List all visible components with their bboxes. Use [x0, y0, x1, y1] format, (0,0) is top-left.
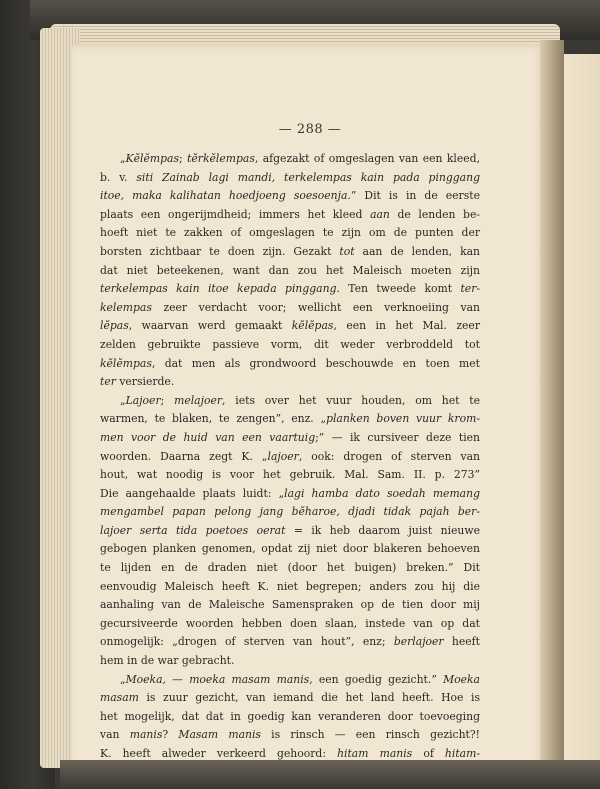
- book-gutter: [540, 40, 564, 770]
- text-segment: versierde.: [115, 375, 175, 389]
- text-line: [100, 169, 480, 188]
- text-segment: ;: [179, 152, 188, 165]
- italic-text: terkelempas kain itoe kepada pinggang.: [100, 282, 340, 296]
- text-segment: „: [120, 152, 126, 165]
- text-segment: b. v.: [100, 170, 137, 184]
- italic-text: men voor de huid van een vaartuig: [100, 430, 316, 444]
- text-segment: Ten tweede komt: [339, 282, 461, 296]
- text-line: [100, 410, 480, 429]
- italic-text: ter-: [460, 282, 481, 296]
- text-segment: hoeft niet te zakken of omgeslagen te zijn om de punten der: [100, 226, 480, 240]
- italic-text: Kĕlĕmpas: [125, 152, 180, 165]
- text-line: [100, 615, 480, 634]
- text-segment: eenvoudig Maleisch heeft K. niet begrepen; anders zou hij die: [100, 579, 480, 593]
- italic-text: ter: [100, 375, 116, 389]
- text-line: [100, 392, 480, 411]
- italic-text: masam: [100, 691, 139, 705]
- text-line: [100, 633, 480, 652]
- italic-text: Moeka: [443, 672, 480, 686]
- bottom-shadow: [60, 760, 600, 789]
- text-line: [100, 373, 480, 392]
- text-line: [100, 671, 480, 690]
- italic-text: tĕrkĕlempas: [187, 152, 255, 165]
- text-segment: , iets over het vuur houden, om het te: [222, 393, 480, 407]
- text-line: [100, 596, 480, 615]
- text-segment: Die aangehaalde plaats luidt: „: [100, 486, 285, 500]
- text-segment: , een in het Mal. zeer: [333, 319, 480, 333]
- italic-text: aan: [370, 207, 390, 221]
- text-line: [100, 355, 480, 374]
- italic-text: hitam manis: [337, 747, 413, 760]
- text-line: [100, 429, 480, 448]
- text-segment: zeer verdacht voor; wellicht een verknoeiing van: [151, 300, 480, 314]
- italic-text: Moeka: [125, 672, 163, 686]
- text-segment: warmen, te blaken, te zengen”, enz. „: [100, 412, 327, 426]
- text-line: [100, 708, 480, 727]
- text-segment: heeft: [443, 635, 480, 649]
- text-segment: plaats een ongerijmdheid; immers het kleed: [100, 207, 371, 221]
- text-segment: K. heeft alweder verkeerd gehoord:: [100, 747, 338, 760]
- italic-text: manis: [129, 728, 163, 742]
- text-line: [100, 652, 480, 671]
- text-segment: hem in de war gebracht.: [100, 654, 235, 668]
- text-line: [100, 448, 480, 467]
- text-segment: , dat men als grondwoord beschouwde en toen met: [151, 356, 480, 370]
- text-segment: borsten zichtbaar te doen zijn. Gezakt: [100, 244, 340, 258]
- text-segment: zelden gebruikte passieve vorm, dit weder verbroddeld tot: [100, 337, 480, 351]
- italic-text: planken boven vuur krom-: [326, 412, 480, 426]
- text-line: [100, 578, 480, 597]
- italic-text: itoe, maka kalihatan hoedjoeng soesoenja.: [100, 189, 351, 203]
- text-segment: ;: [160, 393, 175, 407]
- text-segment: hout, wat noodig is voor het gebruik. Mal. Sam. II. p. 273”: [100, 468, 480, 482]
- text-line: [100, 745, 480, 764]
- text-line: [100, 224, 480, 243]
- italic-text: lajoer serta tida poetoes oerat: [100, 523, 286, 537]
- text-line: [100, 540, 480, 559]
- italic-text: kĕlĕpas: [291, 319, 334, 333]
- page-body-text: [100, 150, 480, 764]
- italic-text: Lajoer: [125, 393, 161, 407]
- text-line: [100, 262, 480, 281]
- text-line: [100, 485, 480, 504]
- text-segment: , afgezakt of omgeslagen van een kleed,: [254, 152, 481, 165]
- text-segment: ;” — ik cursiveer deze tien: [315, 430, 480, 444]
- italic-text: kelempas: [100, 300, 152, 314]
- text-line: [100, 559, 480, 578]
- page-number: — 288 —: [278, 122, 342, 137]
- italic-text: tot: [339, 244, 355, 258]
- text-segment: , ook: drogen of sterven van: [298, 449, 480, 463]
- text-segment: woorden. Daarna zegt K. „: [100, 449, 268, 463]
- text-segment: het mogelijk, dat dat in goedig kan veranderen door toevoeging: [100, 709, 480, 723]
- text-segment: dat niet beteekenen, want dan zou het Maleisch moeten zijn: [100, 263, 480, 277]
- text-segment: „: [120, 393, 126, 407]
- text-line: [100, 299, 480, 318]
- text-line: [100, 466, 480, 485]
- text-segment: aan de lenden, kan: [354, 244, 480, 258]
- text-line: [100, 206, 480, 225]
- text-segment: ?: [162, 728, 179, 742]
- text-segment: = ik heb daarom juist nieuwe: [285, 523, 480, 537]
- text-segment: , waarvan werd gemaakt: [128, 319, 292, 333]
- text-line: [100, 336, 480, 355]
- text-line: [100, 726, 480, 745]
- italic-text: lajoer: [267, 449, 299, 463]
- italic-text: lagi hamba dato soedah memang: [284, 486, 480, 500]
- text-segment: is zuur gezicht, van iemand die het land heeft. Hoe is: [138, 691, 480, 705]
- italic-text: berlajoer: [393, 635, 444, 649]
- text-segment: gecursiveerde woorden hebben doen slaan, instede van op dat: [100, 616, 480, 630]
- text-line: [100, 503, 480, 522]
- text-line: [100, 243, 480, 262]
- text-segment: gebogen planken genomen, opdat zij niet door blakeren behoeven: [100, 542, 480, 556]
- text-segment: aanhaling van de Maleische Samenspraken op de tien door mij: [100, 598, 480, 612]
- italic-text: moeka masam manis: [189, 672, 310, 686]
- text-segment: onmogelijk: „drogen of sterven van hout”, enz;: [100, 635, 394, 649]
- italic-text: kĕlĕmpas: [100, 356, 152, 370]
- text-line: [100, 150, 480, 169]
- italic-text: mengambel papan pelong jang bĕharoe, djadi tidak pajah ber-: [100, 505, 480, 519]
- text-segment: „: [120, 672, 126, 686]
- italic-text: lĕpas: [100, 319, 129, 333]
- text-segment: de lenden be-: [389, 207, 480, 221]
- text-segment: te lijden en de draden niet (door het buigen) breken.” Dit: [100, 561, 480, 575]
- text-segment: van: [100, 728, 130, 742]
- text-line: [100, 317, 480, 336]
- text-segment: , —: [162, 672, 190, 686]
- text-segment: ” Dit is in de eerste: [350, 189, 480, 203]
- text-line: [100, 187, 480, 206]
- italic-text: hitam-: [444, 747, 480, 760]
- italic-text: siti Zainab lagi mandi, terkelempas kain pada pinggang: [136, 170, 480, 184]
- facing-page: [562, 54, 600, 789]
- text-segment: , een goedig gezicht.”: [309, 672, 444, 686]
- italic-text: Masam manis: [178, 728, 261, 742]
- italic-text: melajoer: [174, 393, 222, 407]
- text-line: [100, 689, 480, 708]
- text-line: [100, 522, 480, 541]
- text-line: [100, 280, 480, 299]
- text-segment: is rinsch — een rinsch gezicht?!: [260, 728, 480, 742]
- text-segment: of: [412, 747, 445, 760]
